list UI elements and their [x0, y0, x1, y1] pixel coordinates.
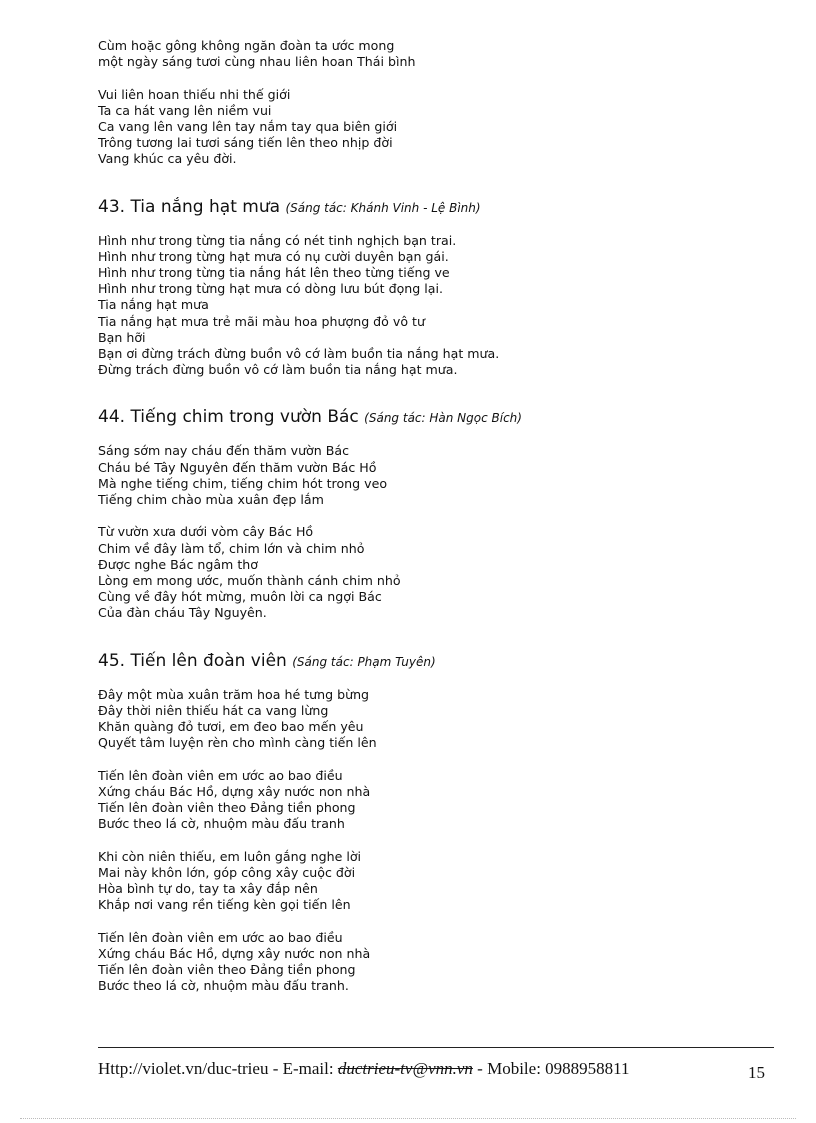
lyric-line: Tiến lên đoàn viên em ước ao bao điều [98, 929, 343, 945]
lyric-line: Khi còn niên thiếu, em luôn gắng nghe lời [98, 848, 362, 864]
footer [98, 1058, 774, 1080]
lyric-line: Đây một mùa xuân trăm hoa hé tưng bừng [98, 686, 370, 702]
intro-lyrics [98, 38, 788, 168]
lyric-line: Hòa bình tự do, tay ta xây đắp nên [98, 881, 318, 897]
lyric-line: Được nghe Bác ngâm thơ [98, 556, 258, 572]
song-list [98, 196, 788, 995]
song-title [98, 196, 788, 219]
page-number: 15 [748, 1063, 765, 1082]
song-lyrics [98, 233, 788, 379]
lyric-line: Hình như trong từng hạt mưa có dòng lưu bút đọng lại. [98, 281, 444, 297]
lyric-line: Tiến lên đoàn viên em ước ao bao điều [98, 767, 343, 783]
lyric-line: Đừng trách đừng buồn vô cớ làm buồn tia nắng hạt mưa. [98, 362, 458, 378]
lyric-line: Cùm hoặc gông không ngăn đoàn ta ước mong [98, 38, 395, 53]
lyric-line: Ca vang lên vang lên tay nắm tay qua biên giới [98, 119, 398, 134]
lyric-line: Bước theo lá cờ, nhuộm màu đấu tranh. [98, 978, 349, 994]
lyric-line: Lòng em mong ước, muốn thành cánh chim nhỏ [98, 573, 401, 589]
song-heading: 45. Tiến lên đoàn viên [98, 650, 287, 671]
page-bottom-border [20, 1118, 796, 1119]
footer-email-label: - E-mail: [268, 1059, 338, 1078]
song-section [98, 196, 788, 379]
footer-divider [98, 1047, 774, 1048]
lyric-line: Tiếng chim chào mùa xuân đẹp lắm [98, 492, 324, 508]
stanza [98, 443, 788, 508]
stanza [98, 524, 788, 621]
song-heading: 44. Tiếng chim trong vườn Bác [98, 407, 359, 428]
lyric-line: Vang khúc ca yêu đời. [98, 151, 237, 167]
lyric-line: Khăn quàng đỏ tươi, em đeo bao mến yêu [98, 719, 364, 735]
lyric-line: Cùng về đây hót mừng, muôn lời ca ngợi Bác [98, 589, 382, 605]
lyric-line: một ngày sáng tươi cùng nhau liên hoan Thái bình [98, 54, 416, 70]
lyric-line: Xứng cháu Bác Hồ, dựng xây nước non nhà [98, 945, 371, 961]
footer-email: ductrieu-tv@vnn.vn [337, 1059, 473, 1078]
song-credit: (Sáng tác: Phạm Tuyên) [292, 654, 436, 669]
lyric-line: Từ vườn xưa dưới vòm cây Bác Hồ [98, 524, 314, 540]
lyric-line: Cháu bé Tây Nguyên đến thăm vườn Bác Hồ [98, 459, 377, 475]
lyric-line: Chim về đây làm tổ, chim lớn và chim nhỏ [98, 540, 365, 556]
lyric-line: Hình như trong từng tia nắng hát lên theo từng tiếng ve [98, 265, 450, 281]
song-title [98, 406, 788, 429]
lyric-line: Vui liên hoan thiếu nhi thế giới [98, 86, 291, 102]
song-credit: (Sáng tác: Khánh Vinh - Lệ Bình) [285, 200, 481, 215]
lyric-line: Của đàn cháu Tây Nguyên. [98, 605, 267, 621]
song-content [98, 38, 788, 994]
stanza [98, 768, 788, 833]
lyric-line: Trông tương lai tươi sáng tiến lên theo nhịp đời [98, 135, 393, 151]
footer-mobile: - Mobile: 0988958811 [472, 1059, 630, 1078]
song-lyrics [98, 443, 788, 621]
song-lyrics [98, 687, 788, 995]
lyric-line: Tiến lên đoàn viên theo Đảng tiền phong [98, 962, 356, 978]
stanza [98, 849, 788, 914]
lyric-line: Khắp nơi vang rền tiếng kèn gọi tiến lên [98, 897, 351, 913]
lyric-line: Tiến lên đoàn viên theo Đảng tiền phong [98, 800, 356, 816]
lyric-line: Bạn hỡi [98, 329, 146, 345]
lyric-line: Đây thời niên thiếu hát ca vang lừng [98, 702, 329, 718]
stanza [98, 38, 788, 70]
lyric-line: Quyết tâm luyện rèn cho mình càng tiến lên [98, 735, 377, 751]
lyric-line: Mà nghe tiếng chim, tiếng chim hót trong veo [98, 475, 388, 491]
song-title [98, 650, 788, 673]
stanza [98, 930, 788, 995]
song-heading: 43. Tia nắng hạt mưa [98, 196, 281, 217]
footer-website: Http://violet.vn/duc-trieu [98, 1059, 269, 1078]
song-section [98, 406, 788, 621]
stanza [98, 233, 788, 379]
lyric-line: Hình như trong từng hạt mưa có nụ cười duyên bạn gái. [98, 248, 449, 264]
song-credit: (Sáng tác: Hàn Ngọc Bích) [364, 411, 522, 426]
lyric-line: Hình như trong từng tia nắng có nét tinh nghịch bạn trai. [98, 232, 457, 248]
lyric-line: Ta ca hát vang lên niềm vui [98, 102, 272, 118]
lyric-line: Tia nắng hạt mưa trẻ mãi màu hoa phượng đỏ vô tư [98, 313, 425, 329]
stanza [98, 687, 788, 752]
stanza [98, 87, 788, 168]
lyric-line: Bước theo lá cờ, nhuộm màu đấu tranh [98, 816, 345, 832]
lyric-line: Bạn ơi đừng trách đừng buồn vô cớ làm buồn tia nắng hạt mưa. [98, 346, 500, 362]
song-section [98, 650, 788, 995]
lyric-line: Xứng cháu Bác Hồ, dựng xây nước non nhà [98, 783, 371, 799]
lyric-line: Tia nắng hạt mưa [98, 297, 209, 313]
lyric-line: Sáng sớm nay cháu đến thăm vườn Bác [98, 443, 350, 459]
lyric-line: Mai này khôn lớn, góp công xây cuộc đời [98, 864, 356, 880]
